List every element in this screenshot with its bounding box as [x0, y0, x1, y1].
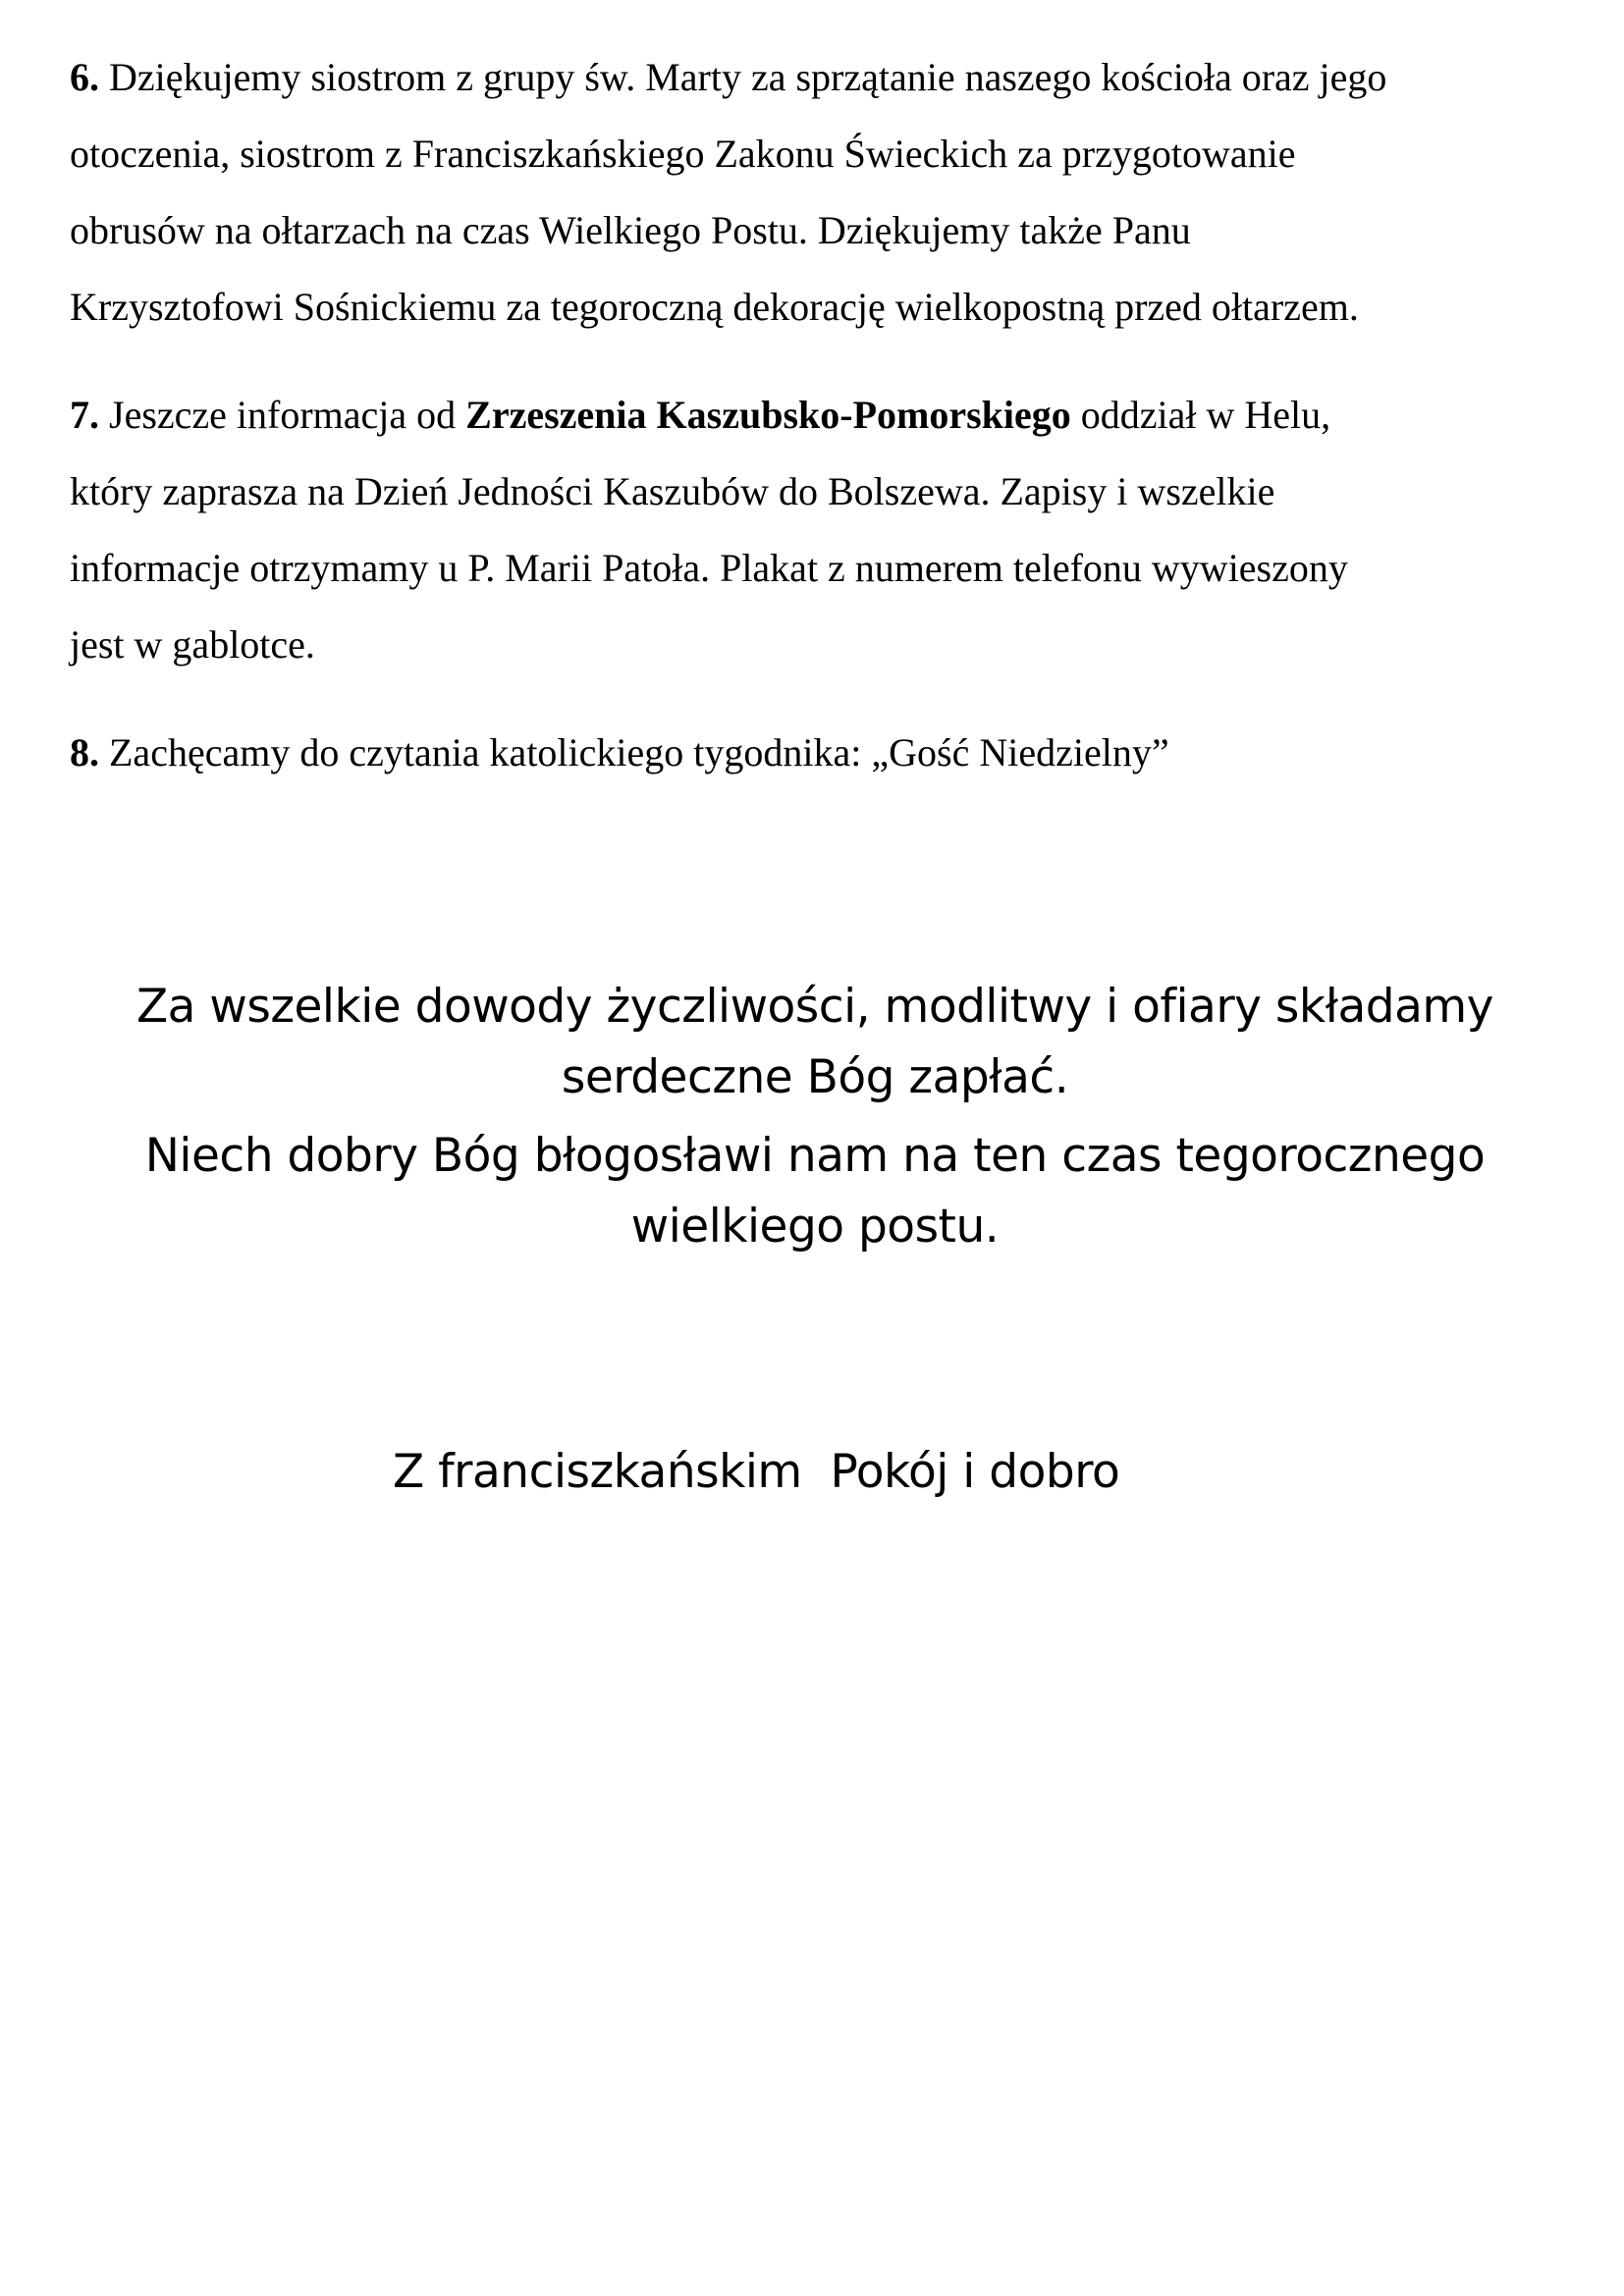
closing-blessing-line-1: Niech dobry Bóg błogosławi nam na ten czas tegorocznego — [144, 1129, 1486, 1183]
closing-blessing-line-2: wielkiego postu. — [630, 1200, 1000, 1254]
announcement-7-line-1 — [70, 377, 1562, 454]
announcement-6-line-4: Krzysztofowi Sośnickiemu za tegoroczną dekorację wielkopostną przed ołtarzem. — [70, 285, 1359, 329]
announcement-8-number: 8. — [70, 730, 99, 774]
announcement-7-number: 7. — [70, 393, 99, 437]
announcement-8-line-1 — [70, 715, 1562, 791]
announcement-8 — [70, 715, 1562, 791]
announcement-6 — [70, 39, 1562, 346]
announcement-7-line-4: jest w gablotce. — [70, 622, 315, 667]
announcement-6-line-2: otoczenia, siostrom z Franciszkańskiego Zakonu Świeckich za przygotowanie — [70, 132, 1296, 176]
closing-thanks-line-1: Za wszelkie dowody życzliwości, modlitwy i ofiary składamy — [135, 980, 1494, 1034]
announcement-7 — [70, 377, 1562, 683]
announcement-7-branch: oddział w Helu, — [1080, 393, 1331, 437]
announcement-8-text: Zachęcamy do czytania katolickiego tygodnika: „Gość Niedzielny” — [109, 730, 1169, 774]
announcement-7-line-2: który zaprasza na Dzień Jedności Kaszubów do Bolszewa. Zapisy i wszelkie — [70, 469, 1275, 513]
franciscan-signoff: Z franciszkańskim Pokój i dobro — [393, 1445, 1120, 1499]
announcements-list — [70, 39, 1562, 823]
closing-thanks — [98, 972, 1532, 1113]
announcement-6-line-3: obrusów na ołtarzach na czas Wielkiego Postu. Dziękujemy także Panu — [70, 208, 1191, 252]
announcement-6-text-1: Dziękujemy siostrom z grupy św. Marty za sprzątanie naszego kościoła oraz jego — [109, 55, 1387, 99]
announcement-6-line-1 — [70, 39, 1562, 116]
closing-blessing — [98, 1121, 1532, 1262]
closing-thanks-line-2: serdeczne Bóg zapłać. — [561, 1050, 1069, 1104]
announcement-6-number: 6. — [70, 55, 99, 99]
announcement-7-intro: Jeszcze informacja od — [109, 393, 457, 437]
announcement-7-line-3: informacje otrzymamy u P. Marii Patoła. Plakat z numerem telefonu wywieszony — [70, 546, 1348, 590]
organization-name: Zrzeszenia Kaszubsko-Pomorskiego — [465, 393, 1071, 437]
